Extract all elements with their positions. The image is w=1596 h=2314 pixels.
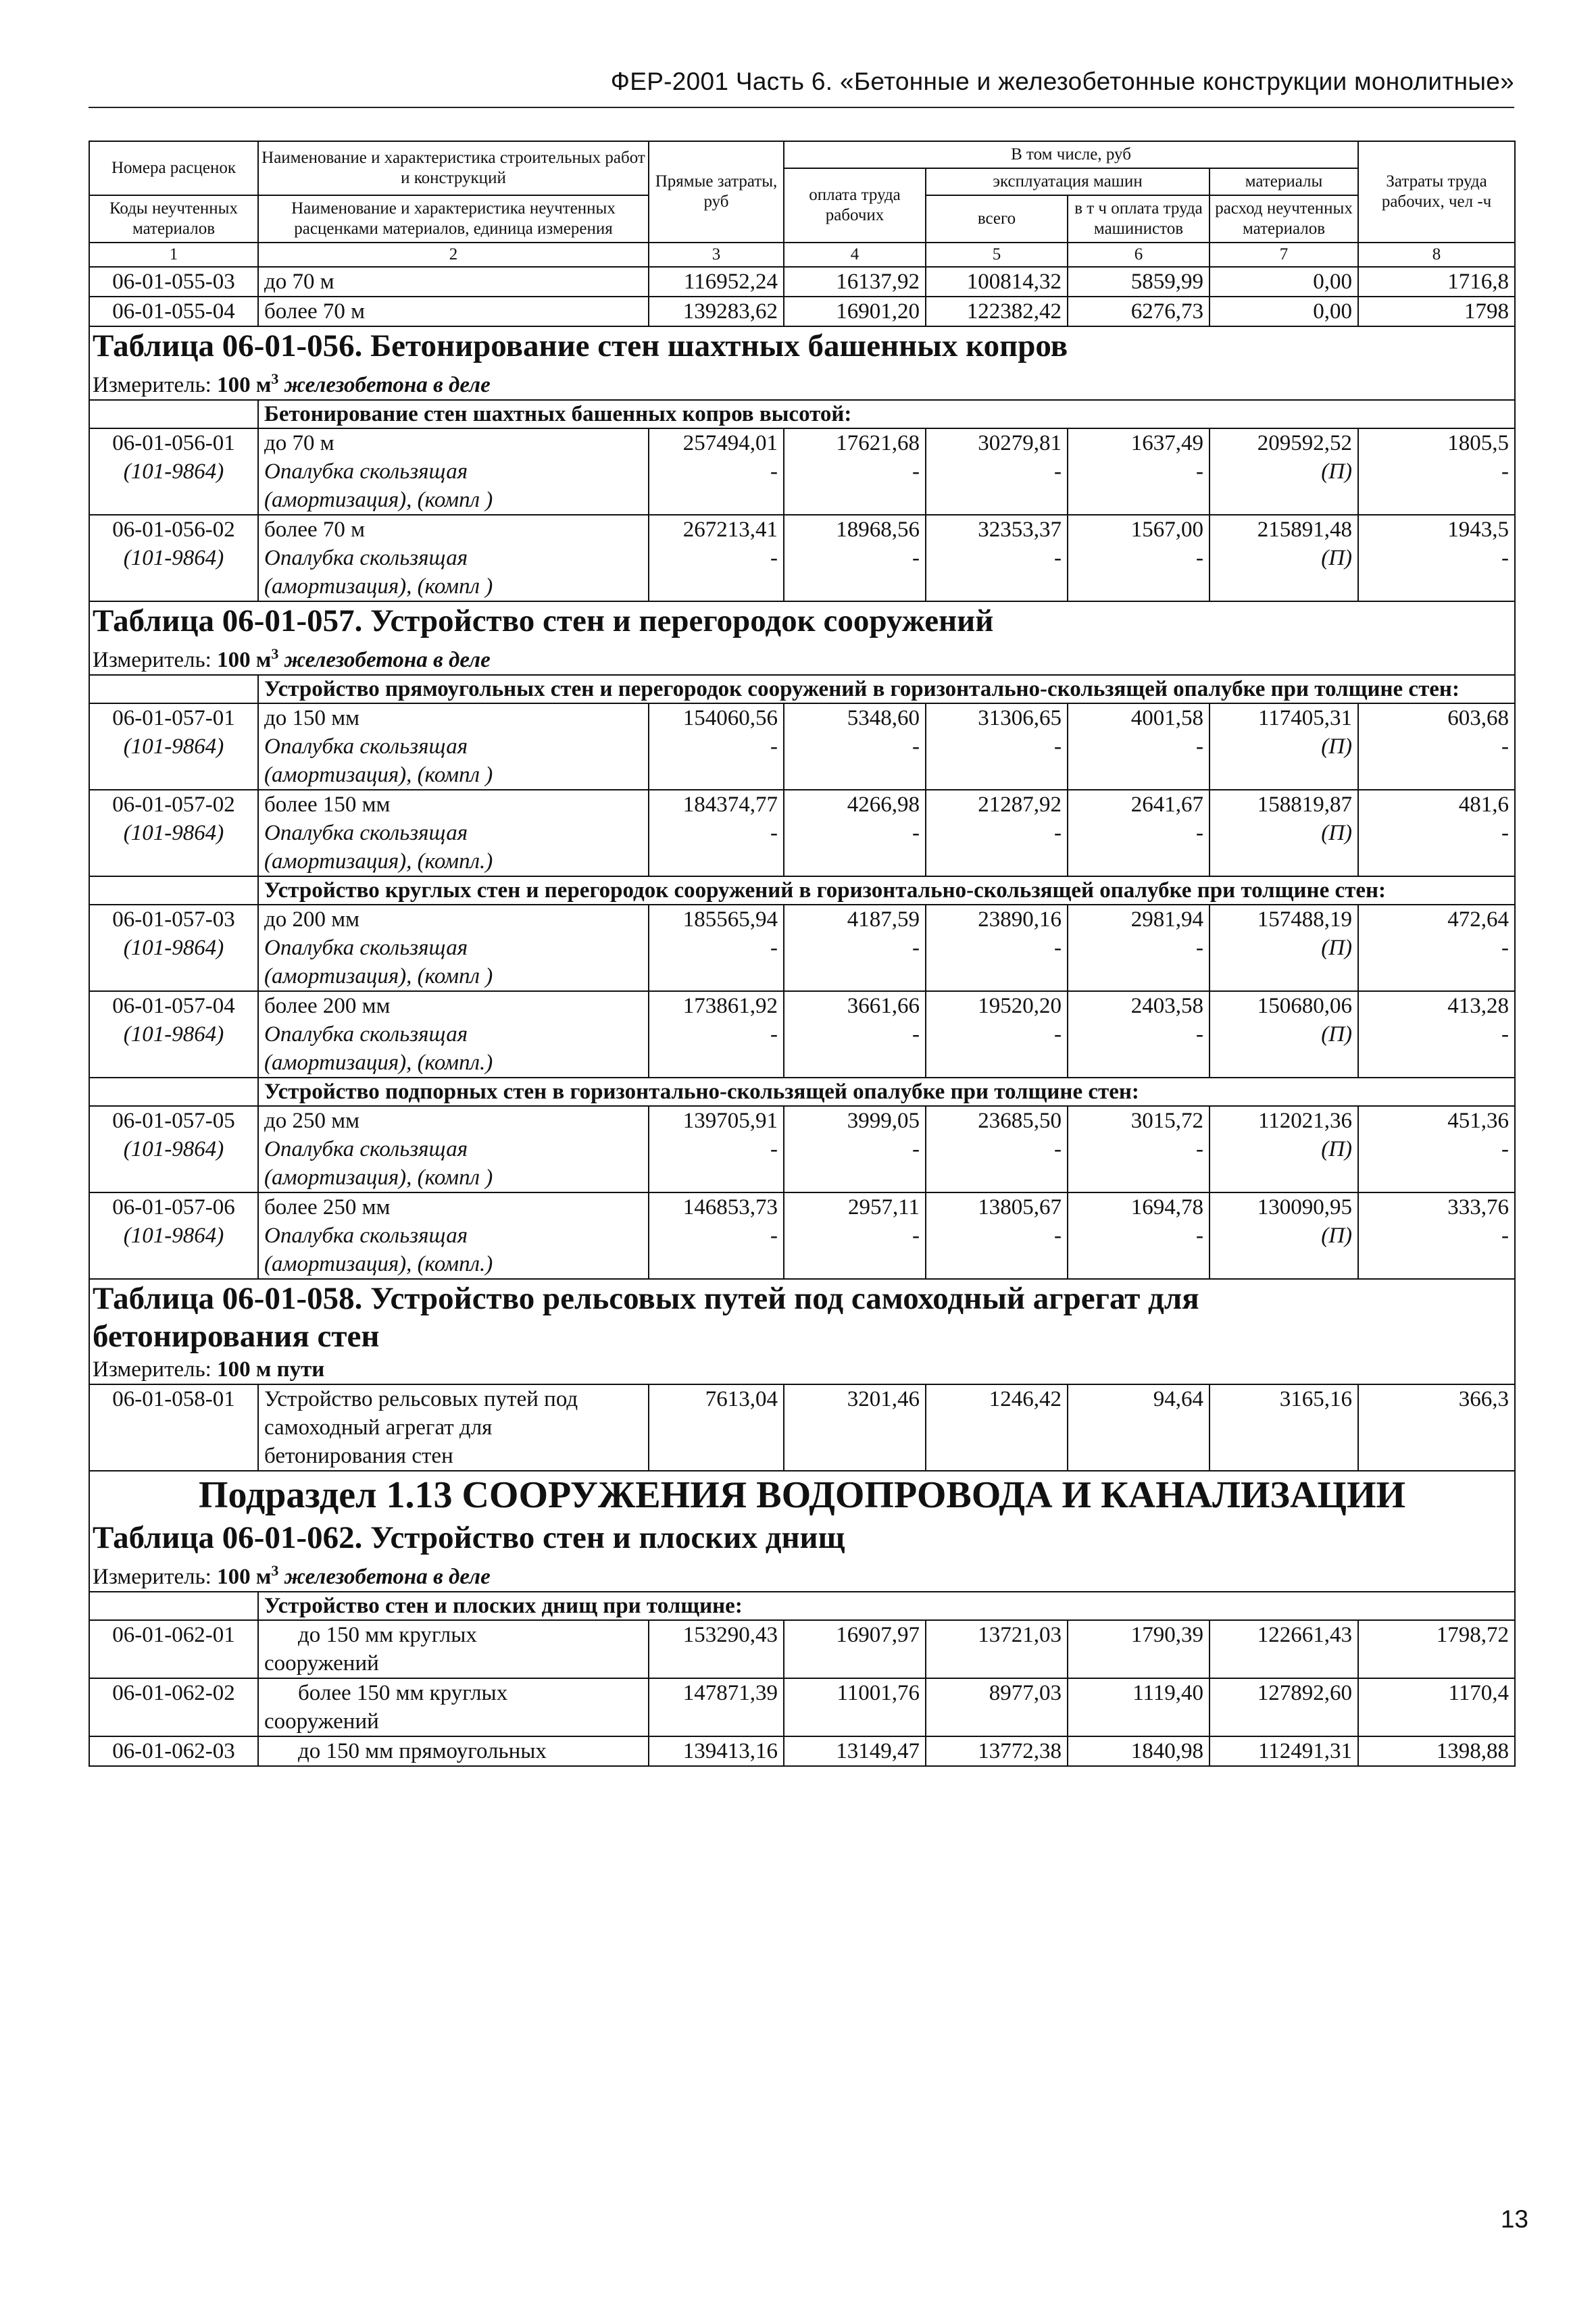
section-heading: Устройство прямоугольных стен и перегородок сооружений в горизонтально-скользящей опалубке при толщине стен: [258, 675, 1515, 703]
col-pryamye: Прямые затраты, руб [649, 141, 784, 243]
section-heading: Устройство круглых стен и перегородок сооружений в горизонтально-скользящей опалубке при толщине стен: [258, 876, 1515, 905]
measure-unit: Измеритель: 100 $м^3$ железобетона в деле [89, 640, 1515, 675]
col-kody: Коды неучтенных материалов [89, 195, 258, 243]
table-row: 06-01-055-04 более 70 м 139283,62 16901,20 122382,42 6276,73 0,00 1798 [89, 297, 1515, 326]
table-row: 06-01-062-02 более 150 мм круглых сооружений 147871,39 11001,76 8977,03 1119,40 127892,60 1170,4 [89, 1678, 1515, 1736]
col-zatraty: Затраты труда рабочих, чел -ч [1358, 141, 1515, 243]
table-row: 06-01-057-06 более 250 мм 146853,73 2957,11 13805,67 1694,78 130090,95 333,76 [89, 1192, 1515, 1222]
table-057-rows [89, 905, 1515, 1078]
table-title: Таблица 06-01-062. Устройство стен и плоских днищ [89, 1519, 1515, 1557]
col-nomera: Номера расценок [89, 141, 258, 195]
col-vtom: В том числе, руб [784, 141, 1358, 168]
table-056 [89, 326, 1515, 428]
material-row: (101-9864) Опалубка скользящая - - - - (П) - [89, 934, 1515, 962]
table-title: Таблица 06-01-058. Устройство рельсовых путей под самоходный агрегат для [89, 1279, 1515, 1317]
material-row: (101-9864) Опалубка скользящая - - - - (П) - [89, 1222, 1515, 1250]
section-heading: Бетонирование стен шахтных башенных копров высотой: [258, 400, 1515, 428]
col-naim2: Наименование и характеристика неучтенных расценками материалов, единица измерения [258, 195, 649, 243]
table-row: 06-01-058-01 Устройство рельсовых путей под самоходный агрегат для бетонирования стен 7613,04 3201,46 1246,42 94,64 3165,16 366,3 [89, 1384, 1515, 1471]
material-row: (амортизация), (компл ) [89, 572, 1515, 601]
section-heading: Устройство подпорных стен в горизонтально-скользящей опалубке при толщине стен: [258, 1078, 1515, 1106]
column-header [89, 141, 1515, 267]
material-row: (101-9864) Опалубка скользящая - - - - (П) - [89, 1135, 1515, 1163]
table-row: 06-01-062-01 до 150 мм круглых сооружений 153290,43 16907,97 13721,03 1790,39 122661,43 1798,72 [89, 1620, 1515, 1678]
material-row: (амортизация), (компл ) [89, 962, 1515, 991]
material-row: (амортизация), (компл.) [89, 847, 1515, 876]
material-row: (101-9864) Опалубка скользящая - - - - (П) - [89, 544, 1515, 572]
table-row: 06-01-057-03 до 200 мм 185565,94 4187,59 23890,16 2981,94 157488,19 472,64 [89, 905, 1515, 934]
material-row: (101-9864) Опалубка скользящая - - - - (П) - [89, 732, 1515, 761]
col-oplata: оплата труда рабочих [784, 168, 926, 243]
col-rashod: расход неучтенных материалов [1210, 195, 1358, 243]
table-title: Таблица 06-01-056. Бетонирование стен шахтных башенных копров [89, 326, 1515, 365]
measure-unit: Измеритель: 100 м пути [89, 1355, 1515, 1384]
table-row: 06-01-055-03 до 70 м 116952,24 16137,92 100814,32 5859,99 0,00 1716,8 [89, 267, 1515, 297]
table-row: 06-01-057-02 более 150 мм 184374,77 4266,98 21287,92 2641,67 158819,87 481,6 [89, 790, 1515, 819]
section-heading: Устройство стен и плоских днищ при толщине: [258, 1592, 1515, 1620]
material-row: (амортизация), (компл ) [89, 761, 1515, 790]
col-naim1: Наименование и характеристика строительных работ и конструкций [258, 141, 649, 195]
table-row: 06-01-057-04 более 200 мм 173861,92 3661,66 19520,20 2403,58 150680,06 413,28 [89, 991, 1515, 1020]
material-row: (амортизация), (компл ) [89, 486, 1515, 515]
table-row: 06-01-062-03 до 150 мм прямоугольных 139413,16 13149,47 13772,38 1840,98 112491,31 1398,88 [89, 1736, 1515, 1766]
material-row: (амортизация), (компл.) [89, 1049, 1515, 1078]
column-numbers: 1 2 3 4 5 6 7 8 [89, 243, 1515, 267]
table-057 [89, 601, 1515, 703]
table-row: 06-01-057-05 до 250 мм 139705,91 3999,05 23685,50 3015,72 112021,36 451,36 [89, 1106, 1515, 1135]
subsection-title: Подраздел 1.13 СООРУЖЕНИЯ ВОДОПРОВОДА И КАНАЛИЗАЦИИ [89, 1471, 1515, 1519]
page-number: 13 [1500, 2205, 1528, 2233]
table-062 [89, 1519, 1515, 1620]
rates-table [89, 141, 1516, 1767]
table-title: Таблица 06-01-057. Устройство стен и перегородок сооружений [89, 601, 1515, 640]
table-title-cont: бетонирования стен [89, 1317, 1515, 1355]
measure-unit: Измеритель: 100 $м^3$ железобетона в деле [89, 365, 1515, 400]
table-062-rows [89, 1620, 1515, 1766]
page-header: ФЕР-2001 Часть 6. «Бетонные и железобетонные конструкции монолитные» [610, 68, 1514, 95]
table-057-rows [89, 703, 1515, 876]
col-vsego: всего [926, 195, 1068, 243]
material-row: (101-9864) Опалубка скользящая - - - - (П) - [89, 819, 1515, 847]
material-row: (101-9864) Опалубка скользящая - - - - (П) - [89, 457, 1515, 486]
table-056-rows [89, 428, 1515, 601]
measure-unit: Измеритель: 100 $м^3$ железобетона в деле [89, 1557, 1515, 1592]
rates-document [89, 141, 1514, 1767]
col-vtch: в т ч оплата труда машинистов [1068, 195, 1210, 243]
table-057-rows [89, 1106, 1515, 1279]
table-row: 06-01-056-02 более 70 м 267213,41 18968,56 32353,37 1567,00 215891,48 1943,5 [89, 515, 1515, 544]
top-rows [89, 267, 1515, 326]
table-row: 06-01-056-01 до 70 м 257494,01 17621,68 30279,81 1637,49 209592,52 1805,5 [89, 428, 1515, 457]
table-058 [89, 1279, 1515, 1471]
col-materialy: материалы [1210, 168, 1358, 195]
material-row: (амортизация), (компл ) [89, 1163, 1515, 1192]
material-row: (101-9864) Опалубка скользящая - - - - (П) - [89, 1020, 1515, 1049]
table-row: 06-01-057-01 до 150 мм 154060,56 5348,60 31306,65 4001,58 117405,31 603,68 [89, 703, 1515, 732]
col-ekspl: эксплуатация машин [926, 168, 1210, 195]
material-row: (амортизация), (компл.) [89, 1250, 1515, 1279]
header-rule [89, 107, 1514, 108]
